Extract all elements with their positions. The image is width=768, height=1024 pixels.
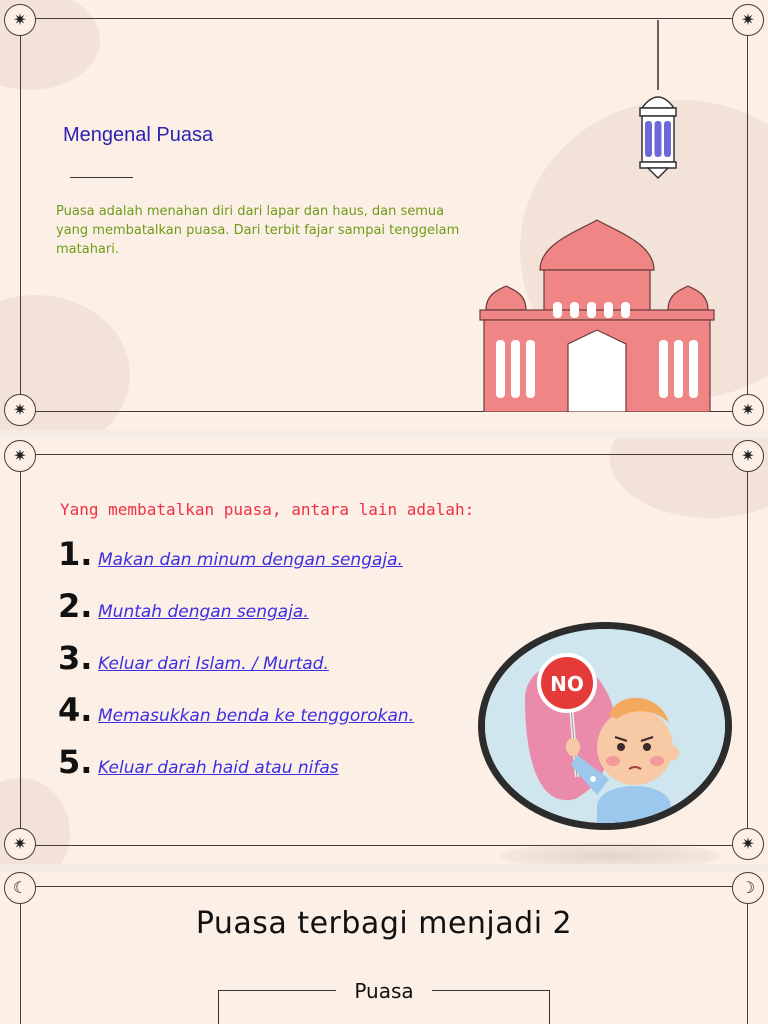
category-box-label xyxy=(0,979,768,1003)
lantern-icon xyxy=(630,20,686,180)
list-number: 5. xyxy=(58,743,93,781)
list-item xyxy=(58,639,414,691)
star-corner-icon: ✷ xyxy=(4,394,36,426)
list-number: 1. xyxy=(58,535,93,573)
list-link[interactable]: Keluar darah haid atau nifas xyxy=(98,758,339,778)
list-number: 4. xyxy=(58,691,93,729)
list-number: 3. xyxy=(58,639,93,677)
list-link[interactable]: Memasukkan benda ke tenggorokan. xyxy=(98,706,415,726)
slide-pembagian-puasa xyxy=(0,872,768,1024)
crescent-corner-icon: ☽ xyxy=(732,872,764,904)
section-title: Puasa terbagi menjadi 2 xyxy=(195,906,573,941)
list-number: 2. xyxy=(58,587,93,625)
list-link[interactable]: Makan dan minum dengan sengaja. xyxy=(98,550,403,570)
star-corner-icon: ✷ xyxy=(4,4,36,36)
baby-no-sign-icon xyxy=(478,622,732,830)
slide-pembatal-puasa xyxy=(0,438,768,864)
image-shadow xyxy=(500,843,720,864)
star-corner-icon: ✷ xyxy=(4,828,36,860)
star-corner-icon: ✷ xyxy=(732,394,764,426)
list-heading: Yang membatalkan puasa, antara lain adalah: xyxy=(60,500,475,519)
sign-text: NO xyxy=(550,672,584,696)
list-item xyxy=(58,691,414,743)
list-link[interactable]: Keluar dari Islam. / Murtad. xyxy=(98,654,329,674)
list-link[interactable]: Muntah dengan sengaja. xyxy=(98,602,309,622)
list-item xyxy=(58,587,414,639)
list-item xyxy=(58,535,414,587)
star-corner-icon: ✷ xyxy=(732,828,764,860)
title-divider xyxy=(70,177,133,178)
description-text: Puasa adalah menahan diri dari lapar dan haus, dan semua yang membatalkan puasa. Dari terbit fajar sampai tenggelam matahari. xyxy=(56,204,460,257)
star-corner-icon: ✷ xyxy=(4,440,36,472)
list-item xyxy=(58,743,414,795)
page-title: Mengenal Puasa xyxy=(63,124,214,146)
star-corner-icon: ✷ xyxy=(732,440,764,472)
category-label-text: Puasa xyxy=(336,979,431,1003)
mosque-icon xyxy=(476,218,718,412)
crescent-corner-icon: ☾ xyxy=(4,872,36,904)
star-corner-icon: ✷ xyxy=(732,4,764,36)
slide-mengenal-puasa xyxy=(0,0,768,430)
pembatal-list xyxy=(58,535,414,795)
